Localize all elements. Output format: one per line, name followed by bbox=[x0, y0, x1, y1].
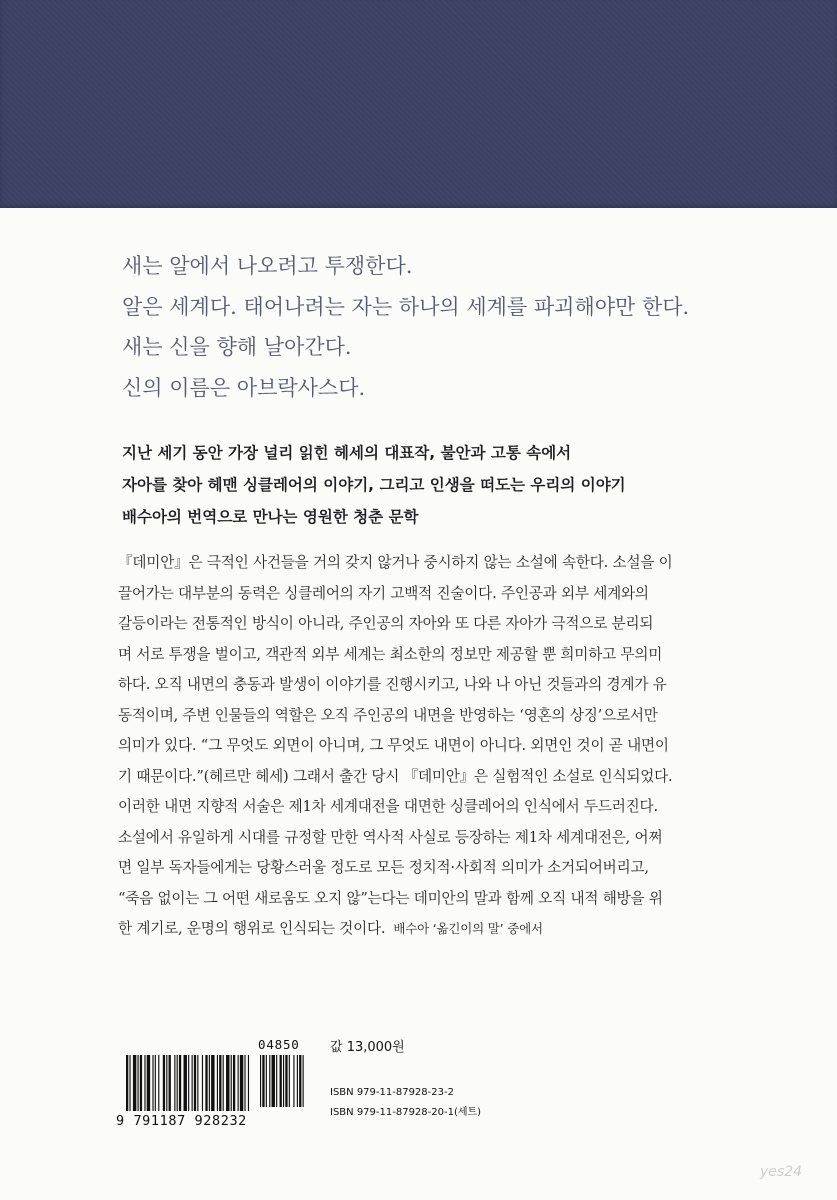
watermark: yes24 bbox=[760, 1164, 803, 1180]
tagline bbox=[122, 437, 802, 533]
barcode-bar bbox=[223, 1055, 224, 1111]
barcode-bar bbox=[244, 1055, 245, 1111]
barcode-addon-bar bbox=[262, 1055, 264, 1107]
epigraph-line: 신의 이름은 아브락사스다. bbox=[122, 375, 366, 400]
barcode-bar bbox=[219, 1055, 221, 1111]
barcode-addon-bar bbox=[297, 1055, 298, 1107]
barcode-addon-bar bbox=[289, 1055, 290, 1107]
barcode-bar bbox=[217, 1055, 218, 1111]
body-line: “죽음 없이는 그 어떤 새로움도 오지 않”는다는 데미안의 말과 함께 오직 내적 해방을 위 bbox=[118, 889, 663, 907]
cloth-cover-band bbox=[0, 0, 837, 208]
barcode-addon-bar bbox=[266, 1055, 267, 1107]
body-line: 갈등이라는 전통적인 방식이 아니라, 주인공의 자아와 또 다른 자아가 극적으로 분리되 bbox=[118, 615, 654, 632]
isbn-set-line: ISBN 979-11-87928-20-1(세트) bbox=[330, 1107, 482, 1118]
isbn-line: ISBN 979-11-87928-23-2 bbox=[330, 1087, 454, 1098]
barcode-bar bbox=[248, 1055, 249, 1111]
barcode-addon-bar bbox=[285, 1055, 287, 1107]
barcode-bar bbox=[133, 1055, 136, 1111]
barcode-bar bbox=[177, 1055, 178, 1111]
barcode-addon-bar bbox=[280, 1055, 282, 1107]
barcode-bar bbox=[226, 1055, 229, 1111]
body-line: 동적이며, 주변 인물들의 역할은 오직 주인공의 내면을 반영하는 ‘영혼의 상징’으로서만 bbox=[118, 706, 658, 724]
tagline-line: 자아를 찾아 헤맨 싱클레어의 이야기, 그리고 인생을 떠도는 우리의 이야기 bbox=[122, 476, 626, 494]
barcode-bar bbox=[233, 1055, 235, 1111]
barcode-bar bbox=[140, 1055, 142, 1111]
barcode-addon-bar bbox=[299, 1055, 301, 1107]
body-line: 하다. 오직 내면의 충동과 발생이 이야기를 진행시키고, 나와 나 아닌 것들과의 경계가 유 bbox=[118, 676, 667, 693]
body-line: 의미가 있다. “그 무엇도 외면이 아니며, 그 무엇도 내면이 아니다. 외면인 것이 곧 내면이 bbox=[118, 737, 669, 754]
body-line-last bbox=[118, 914, 758, 945]
barcode-bar bbox=[192, 1055, 193, 1111]
barcode-addon-bar bbox=[260, 1055, 261, 1107]
epigraph bbox=[122, 246, 802, 408]
body-line: 끌어가는 대부분의 동력은 싱클레어의 자기 고백적 진술이다. 주인공과 외부 세계와의 bbox=[118, 584, 649, 602]
body-line: 며 서로 투쟁을 벌이고, 객관적 외부 세계는 최소한의 정보만 제공할 뿐 희미하고 무의미 bbox=[118, 645, 663, 663]
barcode-bar bbox=[166, 1055, 167, 1111]
barcode-bar bbox=[194, 1055, 196, 1111]
barcode-addon-bar bbox=[283, 1055, 284, 1107]
barcode-bar bbox=[147, 1055, 150, 1111]
barcode-bar bbox=[202, 1055, 203, 1111]
barcode-bar bbox=[188, 1055, 189, 1111]
barcode-addon-bar bbox=[269, 1055, 270, 1107]
barcode-bar bbox=[138, 1055, 139, 1111]
barcode-bar bbox=[169, 1055, 171, 1111]
body-line: 한 계기로, 운명의 행위로 인식되는 것이다. bbox=[118, 920, 386, 937]
tagline-line: 지난 세기 동안 가장 널리 읽힌 헤세의 대표작, 불안과 고통 속에서 bbox=[122, 444, 572, 462]
price: 값 13,000원 bbox=[330, 1040, 405, 1055]
barcode-bar bbox=[231, 1055, 232, 1111]
barcode-bar bbox=[238, 1055, 239, 1111]
barcode-bar bbox=[205, 1055, 207, 1111]
epigraph-line: 새는 신을 향해 날아간다. bbox=[122, 335, 352, 359]
barcode-bar bbox=[197, 1055, 198, 1111]
barcode-bar bbox=[211, 1055, 214, 1111]
barcode-bar bbox=[126, 1055, 128, 1111]
body-line: 『데미안』은 극적인 사건들을 거의 갖지 않거나 중시하지 않는 소설에 속한다. 소설을 이 bbox=[118, 554, 673, 571]
barcode-addon-bar bbox=[293, 1055, 294, 1107]
attribution: 배수아 ‘옮긴이의 말’ 중에서 bbox=[393, 921, 543, 936]
epigraph-line: 알은 세계다. 태어나려는 자는 하나의 세계를 파괴해야만 한다. bbox=[122, 294, 690, 319]
barcode-bar bbox=[129, 1055, 130, 1111]
body-line: 기 때문이다.”(헤르만 헤세) 그래서 출간 당시 『데미안』은 실험적인 소설로 인식되었다. bbox=[118, 767, 673, 785]
barcode-bar bbox=[179, 1055, 181, 1111]
review-excerpt bbox=[118, 548, 758, 945]
barcode-addon-number: 04850 bbox=[258, 1037, 300, 1052]
barcode-bar bbox=[209, 1055, 210, 1111]
epigraph-line: 새는 알에서 나오려고 투쟁한다. bbox=[122, 254, 413, 278]
barcode-addon-bar bbox=[272, 1055, 275, 1107]
barcode-addon-bar bbox=[276, 1055, 277, 1107]
tagline-line: 배수아의 번역으로 만나는 영원한 청춘 문학 bbox=[122, 508, 419, 526]
body-line: 이러한 내면 지향적 서술은 제1차 세계대전을 대면한 싱클레어의 인식에서 두드러진다. bbox=[118, 798, 658, 815]
barcode-bar bbox=[240, 1055, 243, 1111]
barcode-bar bbox=[155, 1055, 156, 1111]
barcode-bar bbox=[174, 1055, 175, 1111]
barcode-bar bbox=[184, 1055, 187, 1111]
barcode-bar bbox=[152, 1055, 153, 1111]
body-line: 면 일부 독자들에게는 당황스러울 정도로 모든 정치적·사회적 의미가 소거되어버리고, bbox=[118, 859, 649, 876]
barcode-addon-bar bbox=[303, 1055, 304, 1107]
barcode-bar bbox=[163, 1055, 165, 1111]
body-line: 소설에서 유일하게 시대를 규정할 만한 역사적 사실로 등장하는 제1차 세계대전은, 어쩌 bbox=[118, 828, 663, 846]
barcode-bar bbox=[144, 1055, 145, 1111]
barcode-number: 9 791187 928232 bbox=[116, 1113, 247, 1129]
barcode-bar bbox=[158, 1055, 159, 1111]
